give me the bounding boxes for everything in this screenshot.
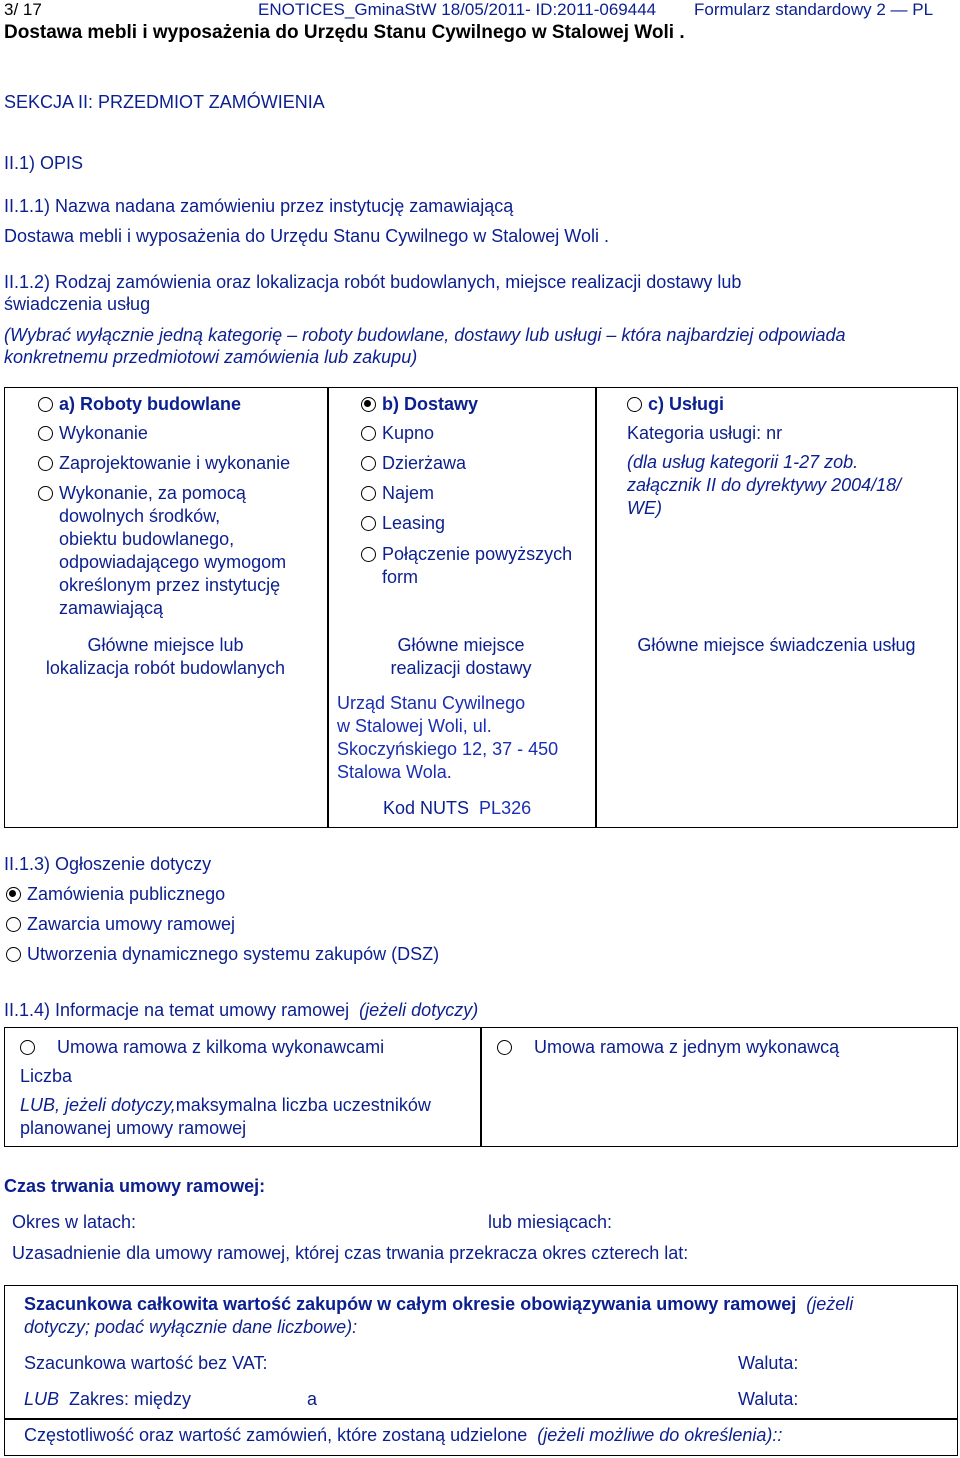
duration-title: Czas trwania umowy ramowej: — [4, 1176, 266, 1196]
value-title: Szacunkowa całkowita wartość zakupów w całym okresie obowiązywania umowy ramowej (jeżeli dotyczy; podać wyłącznie dane liczbowe): — [24, 1294, 854, 1337]
works-execution-option[interactable]: Wykonanie — [38, 422, 148, 445]
services-location-label: Główne miejsce świadczenia usług — [637, 635, 916, 655]
supplies-lease-option[interactable]: Dzierżawa — [361, 452, 466, 475]
supplies-location-label: Główne miejsce realizacji dostawy — [390, 635, 532, 678]
ii13-label: II.1.3) Ogłoszenie dotyczy — [4, 854, 212, 874]
supplies-rental-option[interactable]: Najem — [361, 482, 434, 505]
supplies-leasing-option[interactable]: Leasing — [361, 512, 445, 535]
ii13-dps-option[interactable]: Utworzenia dynamicznego systemu zakupów (DSZ) — [6, 944, 439, 965]
form-type: Formularz standardowy 2 — PL — [694, 0, 934, 19]
section-ii11-label: II.1.1) Nazwa nadana zamówieniu przez instytucję zamawiającą — [4, 196, 514, 216]
framework-single-option[interactable]: Umowa ramowa z jednym wykonawcą — [497, 1036, 839, 1059]
works-design-execution-option[interactable]: Zaprojektowanie i wykonanie — [38, 452, 290, 475]
value-currency-label-2: Waluta: — [738, 1389, 799, 1409]
services-option[interactable]: c) Usługi — [627, 393, 724, 416]
document-title: Dostawa mebli i wyposażenia do Urzędu Stanu Cywilnego w Stalowej Woli . — [4, 22, 685, 43]
value-net-label: Szacunkowa wartość bez VAT: — [24, 1353, 268, 1373]
radio-unchecked-icon[interactable] — [361, 486, 376, 501]
section-ii1: II.1) OPIS — [4, 153, 84, 173]
ii13-public-contract-option[interactable]: Zamówienia publicznego — [6, 884, 225, 905]
radio-checked-icon[interactable] — [6, 887, 21, 902]
notice-id: ENOTICES_GminaStW 18/05/2011- ID:2011-069444 — [258, 0, 657, 19]
radio-unchecked-icon[interactable] — [6, 947, 21, 962]
radio-unchecked-icon[interactable] — [361, 456, 376, 471]
supplies-option[interactable]: b) Dostawy — [361, 393, 478, 416]
radio-unchecked-icon[interactable] — [361, 547, 376, 562]
radio-unchecked-icon[interactable] — [361, 426, 376, 441]
supplies-combination-option[interactable]: Połączenie powyższych form — [361, 543, 572, 589]
framework-max-label: LUB, jeżeli dotyczy,maksymalna liczba uczestników planowanej umowy ramowej — [20, 1095, 431, 1138]
radio-unchecked-icon[interactable] — [38, 397, 53, 412]
section-ii11-value: Dostawa mebli i wyposażenia do Urzędu Stanu Cywilnego w Stalowej Woli . — [4, 226, 609, 246]
works-option[interactable]: a) Roboty budowlane — [38, 393, 241, 416]
value-range-label: LUB Zakres: między — [24, 1389, 192, 1409]
value-range-and: a — [307, 1389, 318, 1409]
radio-unchecked-icon[interactable] — [6, 917, 21, 932]
radio-checked-icon[interactable] — [361, 397, 376, 412]
page-number: 3/ 17 — [4, 0, 42, 19]
value-frequency-label: Częstotliwość oraz wartość zamówień, które zostaną udzielone (jeżeli możliwe do określenia):: — [24, 1425, 783, 1445]
framework-count-label: Liczba — [20, 1066, 73, 1086]
section-ii12-label: II.1.2) Rodzaj zamówienia oraz lokalizacja robót budowlanych, miejsce realizacji dostawy lub świadczenia usług — [4, 272, 742, 314]
radio-unchecked-icon[interactable] — [38, 426, 53, 441]
radio-unchecked-icon[interactable] — [627, 397, 642, 412]
framework-multiple-option[interactable]: Umowa ramowa z kilkoma wykonawcami — [20, 1036, 384, 1059]
radio-unchecked-icon[interactable] — [361, 516, 376, 531]
supplies-purchase-option[interactable]: Kupno — [361, 422, 434, 445]
section-title: SEKCJA II: PRZEDMIOT ZAMÓWIENIA — [4, 92, 325, 112]
ii14-label: II.1.4) Informacje na temat umowy ramowej (jeżeli dotyczy) — [4, 1000, 479, 1020]
nuts-code: Kod NUTS PL326 — [383, 798, 532, 818]
radio-unchecked-icon[interactable] — [497, 1040, 512, 1055]
duration-justification-label: Uzasadnienie dla umowy ramowej, której czas trwania przekracza okres czterech lat: — [12, 1243, 689, 1263]
radio-unchecked-icon[interactable] — [20, 1040, 35, 1055]
works-realisation-option[interactable]: Wykonanie, za pomocą dowolnych środków, obiektu budowlanego, odpowiadającego wymogom określonym przez instytucję zamawiającą — [38, 482, 286, 620]
supplies-location-value: Urząd Stanu Cywilnego w Stalowej Woli, ul. Skoczyńskiego 12, 37 - 450 Stalowa Wola. — [337, 693, 559, 782]
radio-unchecked-icon[interactable] — [38, 486, 53, 501]
radio-unchecked-icon[interactable] — [38, 456, 53, 471]
services-note: (dla usług kategorii 1-27 zob. załącznik II do dyrektywy 2004/18/ WE) — [627, 452, 902, 518]
services-category-label: Kategoria usługi: nr — [627, 423, 783, 443]
duration-months-label: lub miesiącach: — [488, 1212, 613, 1232]
ii13-framework-option[interactable]: Zawarcia umowy ramowej — [6, 914, 235, 935]
duration-years-label: Okres w latach: — [12, 1212, 137, 1232]
works-location-label: Główne miejsce lub lokalizacja robót budowlanych — [45, 635, 286, 678]
section-ii12-note: (Wybrać wyłącznie jedną kategorię – roboty budowlane, dostawy lub usługi – która najbardziej odpowiada konkretnemu przedmiotowi zamówienia lub zakupu) — [4, 325, 846, 367]
value-currency-label: Waluta: — [738, 1353, 799, 1373]
